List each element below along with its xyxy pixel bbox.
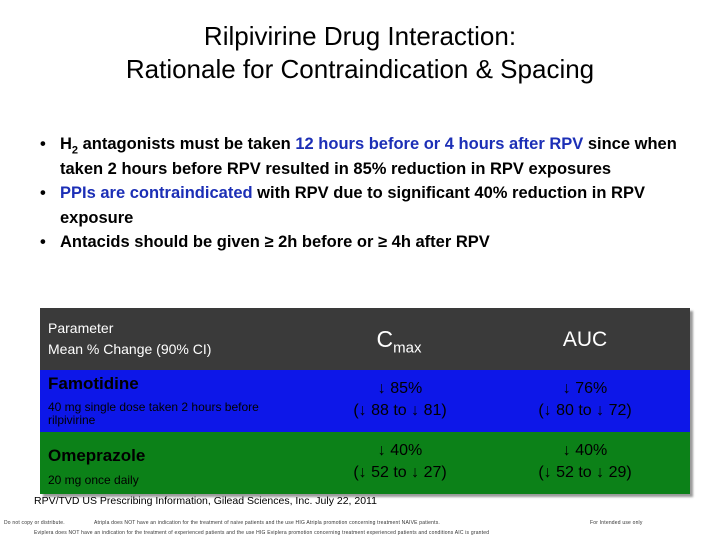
- auc-ci: (↓ 52 to ↓ 29): [538, 464, 632, 481]
- mean-change-label: Mean % Change (90% CI): [48, 341, 212, 357]
- cmax-percent: ↓ 85%: [377, 380, 423, 397]
- highlight-text: PPIs are contraindicated: [60, 184, 253, 202]
- bullet-text: Antacids should be given ≥ 2h before or ≥ 4h after RPV: [60, 233, 490, 251]
- auc-value: [500, 440, 670, 484]
- interaction-table: [40, 308, 690, 494]
- bullet-text: with RPV due to significant 40% reduction in RPV exposure: [60, 184, 645, 227]
- auc-header: AUC: [562, 328, 608, 351]
- bullet-antacids: [38, 230, 710, 255]
- fineprint-line2: Eviplera does NOT have an indication for the treatment of experienced patients and the use HIG Eviplera promotion concerning treatment experienced patients and conditions AIC is granted: [34, 530, 490, 536]
- title-line-1: Rilpivirine Drug Interaction:: [203, 21, 517, 51]
- fineprint-mid: Atripla does NOT have an indication for the treatment of naive patients and the use HIG Atripla promotion concerning treatment NAIVE patients.: [94, 520, 440, 526]
- bullet-text: antagonists must be taken: [78, 135, 296, 153]
- slide-title: [0, 20, 720, 86]
- dose-detail: 20 mg once daily: [48, 473, 139, 487]
- cmax-value: [315, 378, 485, 422]
- table-header-row: [40, 308, 690, 370]
- fineprint-right: For Intended use only: [590, 520, 643, 526]
- drug-name: Famotidine: [48, 374, 139, 393]
- parameter-label: Parameter: [48, 320, 114, 336]
- bullet-text: H: [60, 135, 72, 153]
- bullet-text: since when taken 2 hours before RPV resulted in 85% reduction in RPV exposures: [60, 135, 677, 178]
- title-line-2: Rationale for Contraindication & Spacing: [125, 54, 595, 84]
- reference-citation: RPV/TVD US Prescribing Information, Gilead Sciences, Inc. July 22, 2011: [34, 495, 377, 507]
- cmax-header: [324, 326, 474, 357]
- parameter-header: [48, 318, 211, 360]
- cmax-value: [315, 440, 485, 484]
- auc-percent: ↓ 76%: [562, 380, 608, 397]
- auc-value: [500, 378, 670, 422]
- highlight-text: 12 hours before or 4 hours after RPV: [295, 135, 584, 153]
- auc-percent: ↓ 40%: [562, 442, 608, 459]
- table-row-famotidine: [40, 370, 690, 432]
- cmax-ci: (↓ 88 to ↓ 81): [353, 402, 447, 419]
- bullet-ppis: [38, 181, 710, 230]
- drug-name: Omeprazole: [48, 446, 146, 465]
- bullet-h2-antagonists: [38, 132, 710, 181]
- subscript: 2: [71, 144, 79, 157]
- table-row-omeprazole: [40, 432, 690, 494]
- auc-ci: (↓ 80 to ↓ 72): [538, 402, 632, 419]
- cmax-percent: ↓ 40%: [377, 442, 423, 459]
- cmax-ci: (↓ 52 to ↓ 27): [353, 464, 447, 481]
- fineprint-left: Do not copy or distribute.: [4, 520, 65, 526]
- bullet-list: [38, 132, 710, 255]
- cmax-label: C: [376, 326, 394, 352]
- cmax-subscript: max: [393, 339, 422, 357]
- dose-detail: 40 mg single dose taken 2 hours before rilpivirine: [48, 400, 259, 427]
